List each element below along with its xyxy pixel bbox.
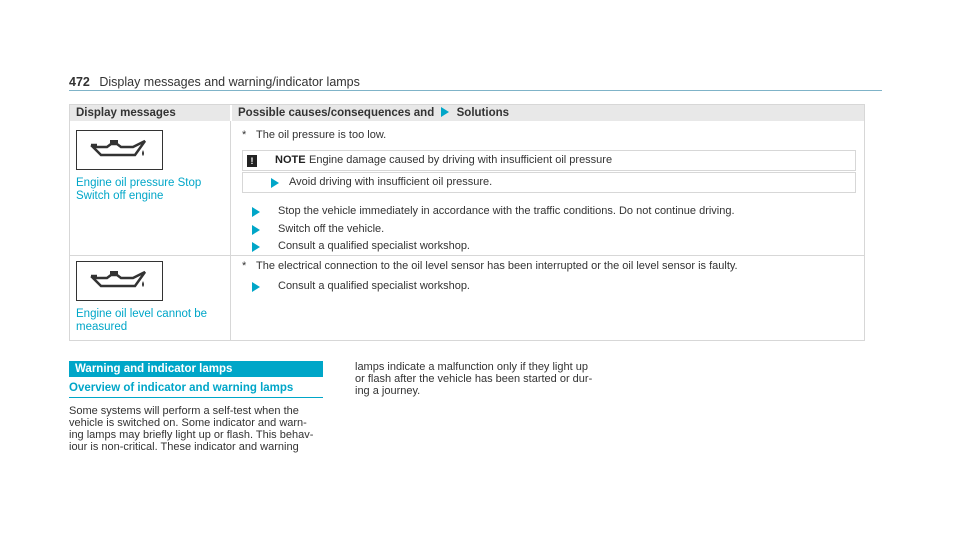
col-header-solutions-label: Solutions: [456, 107, 510, 119]
paragraph-line: or flash after the vehicle has been started or dur-: [355, 373, 593, 385]
note-box: [242, 150, 856, 171]
message-line-2: measured: [76, 321, 128, 333]
message-line-2: Switch off engine: [76, 190, 164, 202]
paragraph-line: Some systems will perform a self-test when the: [69, 405, 299, 417]
step-arrow-icon: [252, 207, 260, 217]
note-text: Engine damage caused by driving with insufficient oil pressure: [309, 154, 613, 166]
step-text: Switch off the vehicle.: [278, 223, 385, 235]
paragraph-line: ing a journey.: [355, 385, 421, 397]
display-messages-table: [69, 104, 865, 341]
page-header: [69, 75, 360, 89]
paragraph-line: iour is non-critical. These indicator and warning: [69, 441, 299, 453]
cause-text: The electrical connection to the oil level sensor has been interrupted or the oil level sensor is faulty.: [256, 260, 738, 272]
step-text: Stop the vehicle immediately in accordance with the traffic conditions. Do not continue driving.: [278, 205, 735, 217]
section-subtitle: Overview of indicator and warning lamps: [69, 382, 294, 394]
row-divider: [70, 255, 864, 256]
step-arrow-icon: [252, 225, 260, 235]
step-arrow-icon: [271, 178, 279, 188]
note-step-text: Avoid driving with insufficient oil pressure.: [289, 176, 493, 188]
message-line-1: Engine oil level cannot be: [76, 308, 208, 320]
step-text: Consult a qualified specialist workshop.: [278, 280, 470, 292]
page-number: 472: [69, 75, 90, 89]
page-header-title: Display messages and warning/indicator lamps: [99, 75, 360, 89]
note-step-box: [242, 172, 856, 193]
body-paragraph-left: [69, 405, 313, 453]
step-arrow-icon: [252, 282, 260, 292]
header-rule: [69, 90, 882, 91]
col-header-causes-solutions: [232, 105, 864, 121]
arrow-right-icon: [441, 107, 449, 117]
body-paragraph-right: [355, 361, 592, 397]
engine-oil-level-icon: [76, 261, 163, 301]
paragraph-line: vehicle is switched on. Some indicator and warn-: [69, 417, 307, 429]
message-line-1: Engine oil pressure Stop: [76, 177, 202, 189]
asterisk-marker: *: [242, 260, 247, 272]
note-title: NOTE: [275, 154, 306, 166]
section-title: Warning and indicator lamps: [69, 361, 323, 377]
subtitle-rule: [69, 397, 323, 398]
col-header-causes-label: Possible causes/consequences and: [238, 107, 435, 119]
column-divider: [230, 121, 231, 340]
message-engine-oil-pressure: [76, 177, 201, 203]
warning-icon: !: [247, 155, 257, 167]
step-text: Consult a qualified specialist workshop.: [278, 240, 470, 252]
col-header-display-messages: Display messages: [70, 105, 230, 121]
asterisk-marker: *: [242, 129, 247, 141]
paragraph-line: lamps indicate a malfunction only if they light up: [355, 361, 588, 373]
engine-oil-icon: [76, 130, 163, 170]
paragraph-line: ing lamps may briefly light up or flash. This behav-: [69, 429, 314, 441]
step-arrow-icon: [252, 242, 260, 252]
message-engine-oil-level: [76, 308, 207, 334]
cause-text: The oil pressure is too low.: [256, 129, 387, 141]
